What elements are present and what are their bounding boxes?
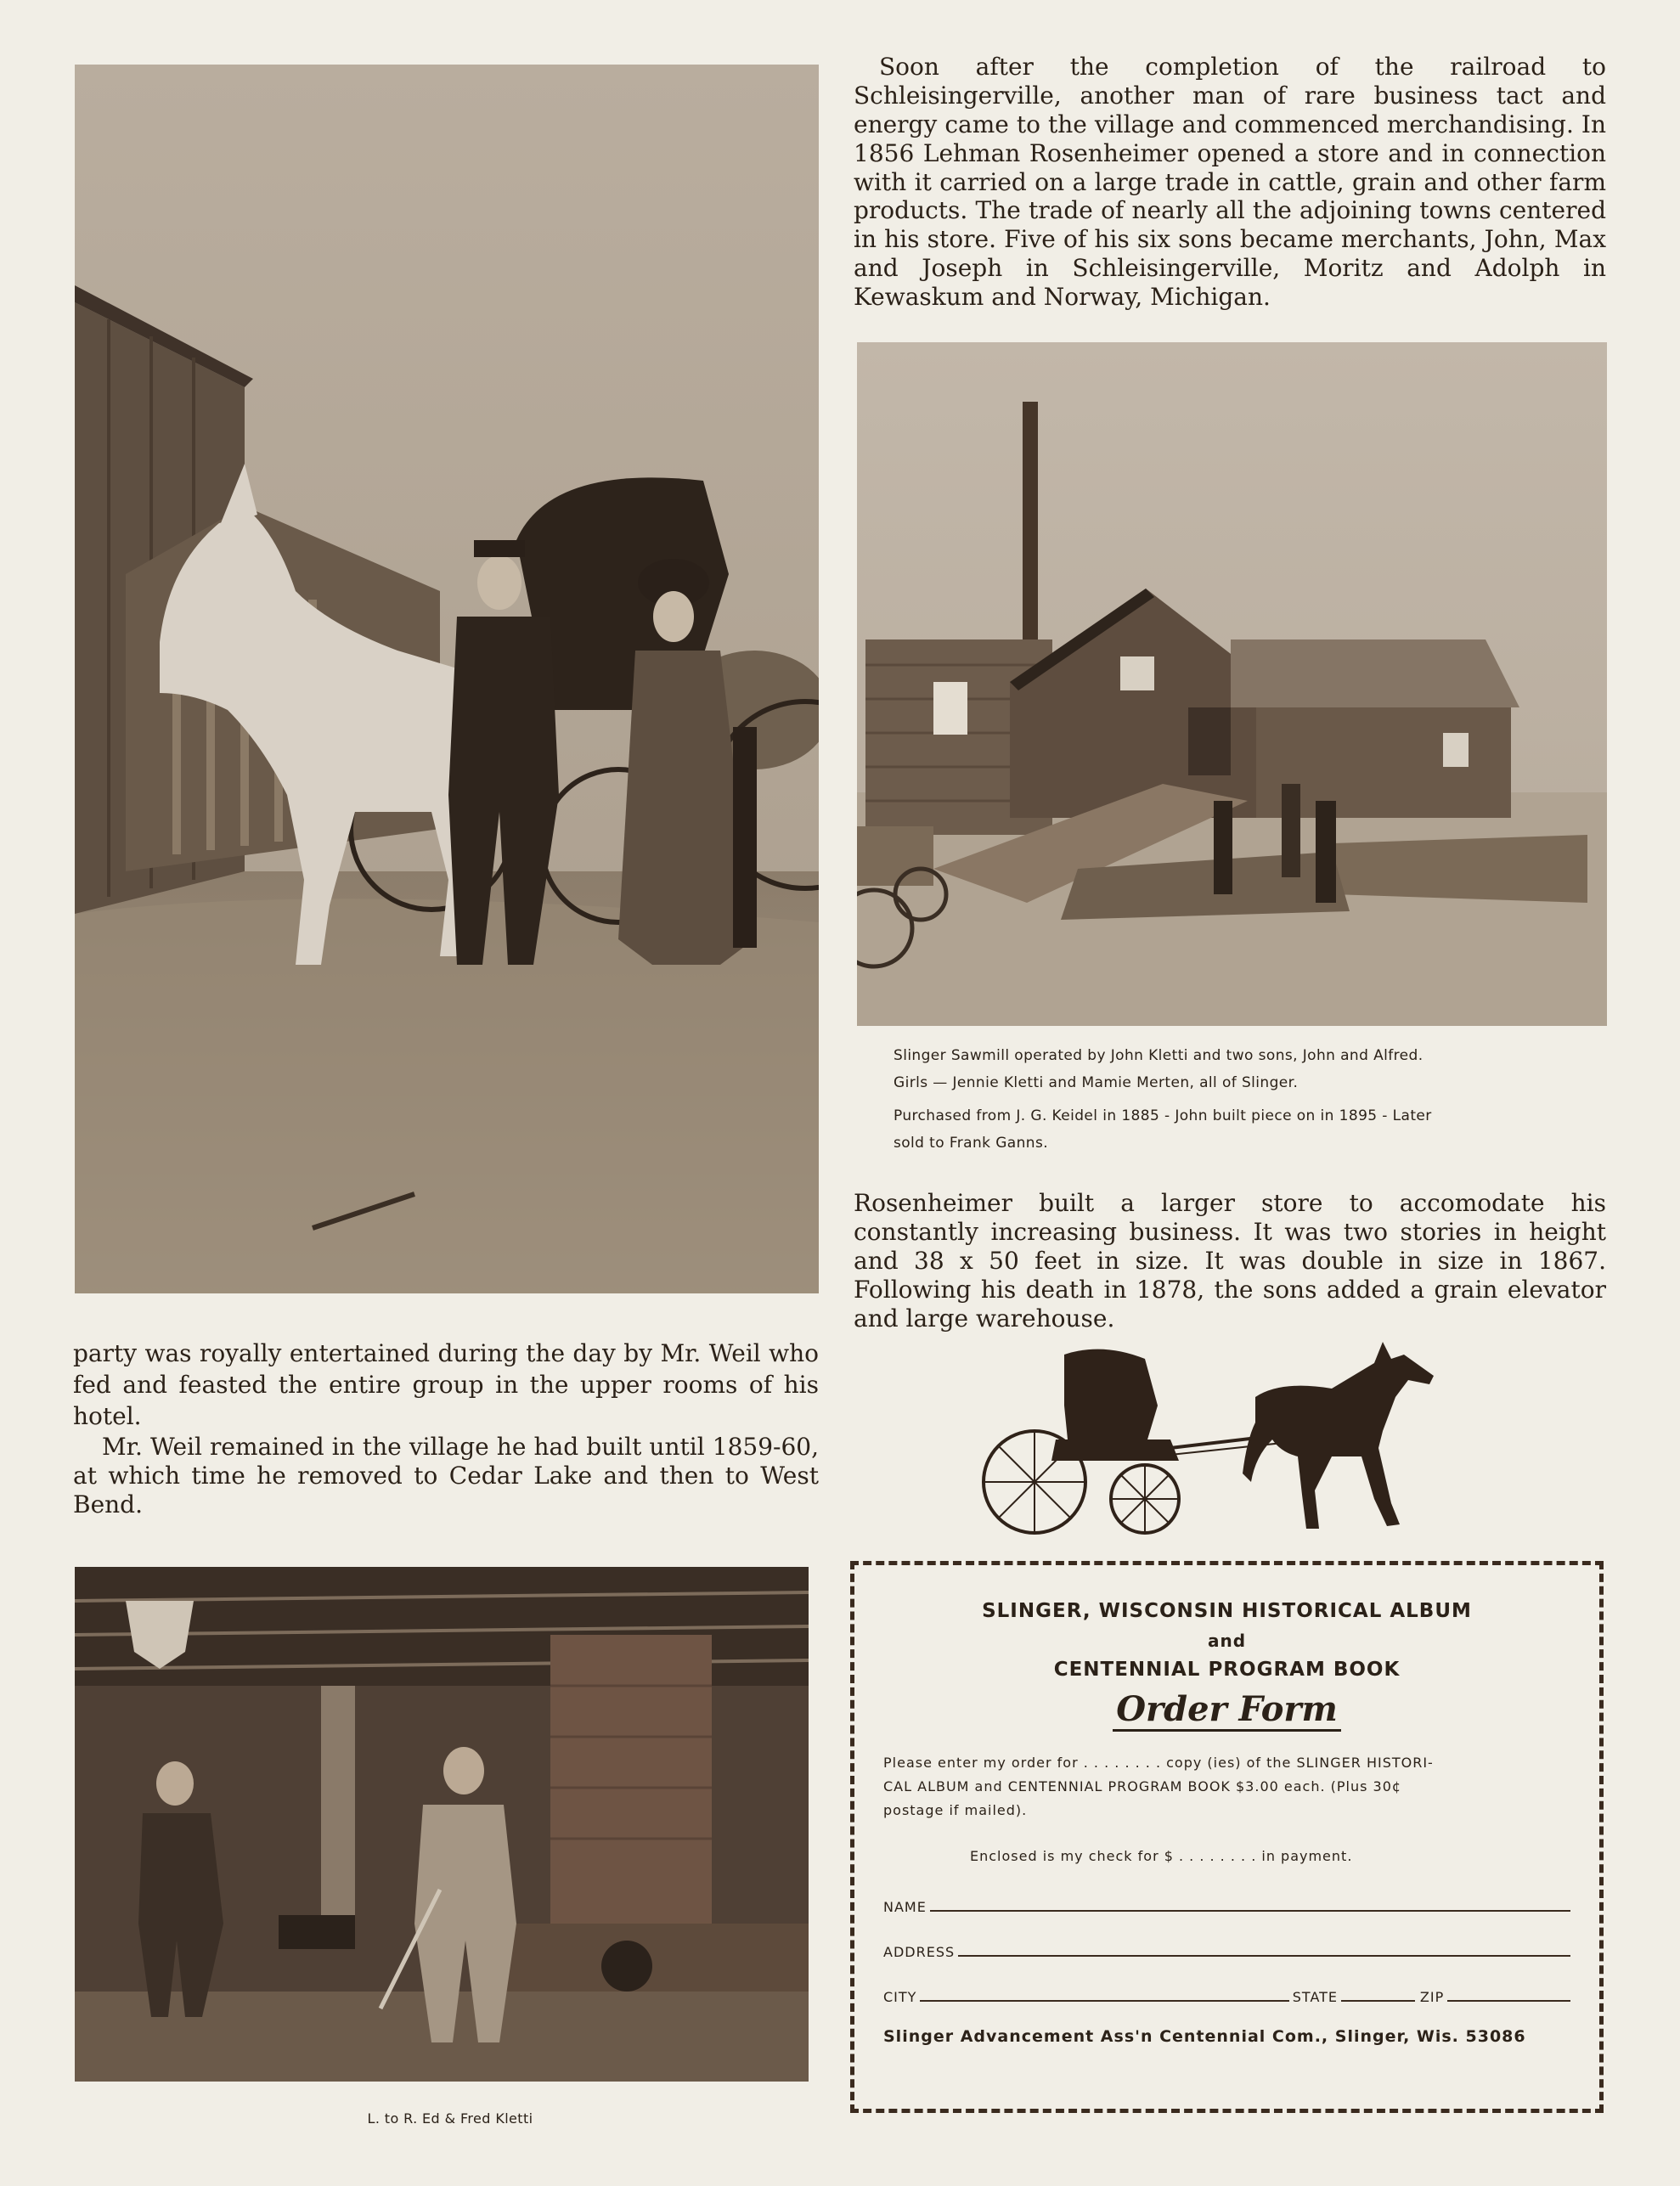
state-input-line[interactable] bbox=[1341, 2000, 1415, 2002]
order-text-line-3: postage if mailed). bbox=[883, 1801, 1028, 1818]
right-column-intro bbox=[854, 53, 1606, 312]
horse-buggy-illustration bbox=[975, 1338, 1451, 1541]
order-text-line-1: Please enter my order for . . . . . . . . copy (ies) of the SLINGER HISTORI- bbox=[883, 1754, 1434, 1771]
sawmill-caption-line-4: sold to Frank Ganns. bbox=[894, 1134, 1049, 1152]
order-text-line-2: CAL ALBUM and CENTENNIAL PROGRAM BOOK $3.00 each. (Plus 30¢ bbox=[883, 1778, 1402, 1794]
horse-buggy-photo-image bbox=[75, 65, 819, 1293]
sawmill-photo bbox=[857, 342, 1607, 1026]
blacksmith-shop-photo bbox=[75, 1567, 809, 2082]
left-column-text bbox=[73, 1338, 819, 1519]
rosenheimer-intro-paragraph: Soon after the completion of the railroad to Schleisingerville, another man of rare business tact and energy came to the village and commenced merchandising. In 1856 Lehman Rosenheimer opened a store and in connection with it carried on a large trade in cattle, grain and other farm products. The trade of nearly all the adjoining towns centered in his store. Five of his six sons became merchants, John, Max and Joseph in Schleisingerville, Moritz and Adolph in Kewaskum and Norway, Michigan. bbox=[854, 53, 1606, 311]
sawmill-photo-image bbox=[857, 342, 1607, 1026]
zip-label: ZIP bbox=[1419, 1988, 1445, 2005]
state-label: STATE bbox=[1292, 1988, 1339, 2005]
continuation-paragraph: party was royally entertained during the day by Mr. Weil who fed and feasted the entire group in the upper rooms of his hotel. bbox=[73, 1339, 819, 1430]
right-column-store bbox=[854, 1189, 1606, 1332]
zip-input-line[interactable] bbox=[1447, 2000, 1570, 2002]
city-state-zip-row bbox=[883, 1989, 1570, 2005]
city-label: CITY bbox=[883, 1988, 917, 2005]
name-label: NAME bbox=[883, 1898, 927, 1915]
enclosed-payment-line: Enclosed is my check for $ . . . . . . . . in payment. bbox=[970, 1847, 1353, 1864]
blacksmith-shop-photo-image bbox=[75, 1567, 809, 2082]
order-form-footer: Slinger Advancement Ass'n Centennial Com., Slinger, Wis. 53086 bbox=[883, 2026, 1526, 2046]
name-field[interactable] bbox=[883, 1899, 1570, 1915]
order-form-title-text: Order Form bbox=[1113, 1689, 1341, 1732]
name-input-line[interactable] bbox=[930, 1910, 1570, 1912]
order-form-heading-line-2: and bbox=[1207, 1630, 1247, 1651]
order-form-heading-line-3: CENTENNIAL PROGRAM BOOK bbox=[1053, 1658, 1401, 1681]
order-form-heading-line-1: SLINGER, WISCONSIN HISTORICAL ALBUM bbox=[982, 1600, 1472, 1622]
address-field[interactable] bbox=[883, 1944, 1570, 1960]
order-form bbox=[850, 1561, 1604, 2113]
sawmill-caption-line-3: Purchased from J. G. Keidel in 1885 - John built piece on in 1895 - Later bbox=[894, 1107, 1432, 1124]
address-input-line[interactable] bbox=[958, 1955, 1570, 1957]
horse-buggy-icon bbox=[975, 1338, 1451, 1541]
sawmill-caption bbox=[894, 1042, 1590, 1157]
sawmill-caption-line-1: Slinger Sawmill operated by John Kletti and two sons, John and Alfred. bbox=[894, 1047, 1423, 1064]
horse-buggy-photo bbox=[75, 65, 819, 1293]
sawmill-caption-line-2: Girls — Jennie Kletti and Mamie Merten, all of Slinger. bbox=[894, 1074, 1299, 1092]
order-form-title bbox=[854, 1689, 1599, 1729]
rosenheimer-store-paragraph: Rosenheimer built a larger store to accomodate his constantly increasing business. It was two stories in height and 38 x 50 feet in size. It was double in size in 1867. Following his death in 1878, the sons added a grain elevator and large warehouse. bbox=[854, 1189, 1606, 1332]
blacksmith-caption: L. to R. Ed & Fred Kletti bbox=[367, 2110, 533, 2127]
weil-paragraph: Mr. Weil remained in the village he had built until 1859-60, at which time he removed to Cedar Lake and then to West Bend. bbox=[73, 1432, 819, 1519]
address-label: ADDRESS bbox=[883, 1943, 956, 1960]
order-form-instructions bbox=[883, 1751, 1580, 1823]
city-input-line[interactable] bbox=[920, 2000, 1288, 2002]
